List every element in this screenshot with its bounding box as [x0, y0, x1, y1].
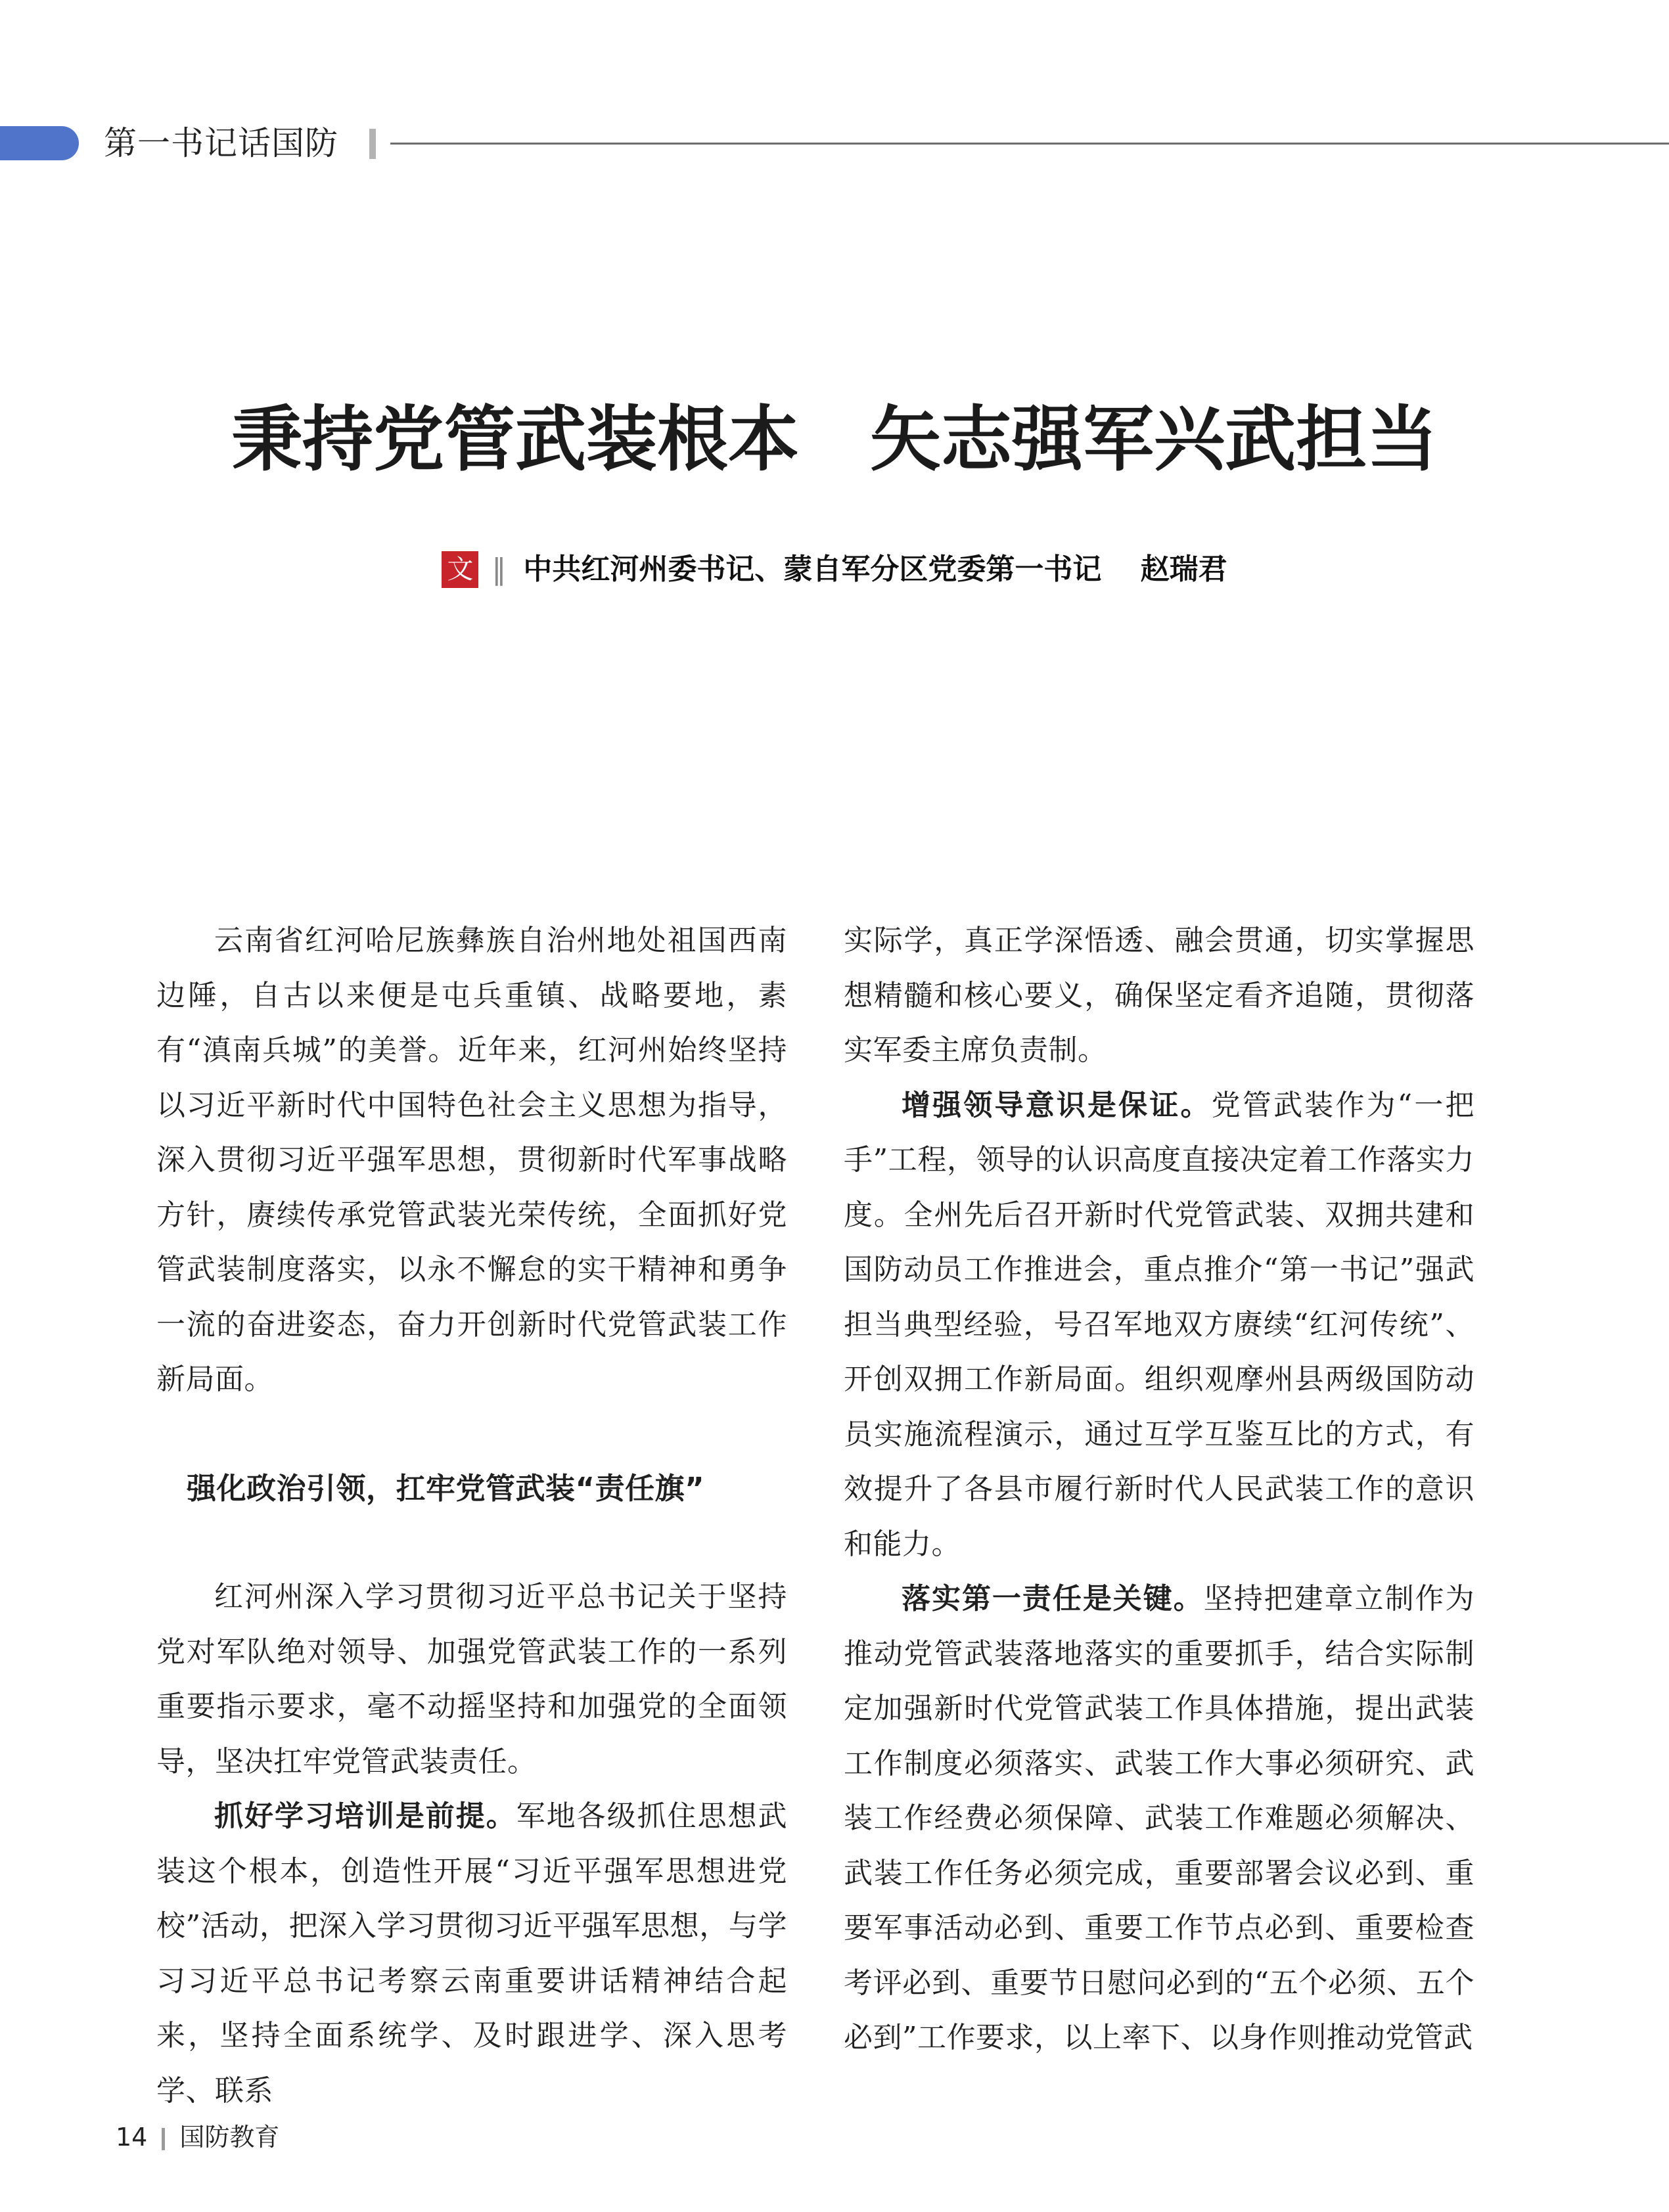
left-column	[156, 913, 787, 2118]
header-rule	[390, 143, 1669, 145]
byline-author: 中共红河州委书记、蒙自军分区党委第一书记 赵瑞君	[523, 553, 1227, 586]
article-title: 秉持党管武装根本 矢志强军兴武担当	[231, 399, 1438, 481]
page-number: 14	[116, 2123, 148, 2152]
paragraph-body: 军地各级抓住思想武装这个根本，创造性开展“习近平强军思想进党校”活动，把深入学习贯彻习近平强军思想，与学习习近平总书记考察云南重要讲话精神结合起来，坚持全面系统学、及时跟进学、深入思考学、联系	[156, 1799, 788, 2108]
body-paragraph: 实际学，真正学深悟透、融会贯通，切实掌握思想精髓和核心要义，确保坚定看齐追随，贯彻落实军委主席负责制。	[844, 924, 1475, 1067]
section-label: 第一书记话国防	[104, 124, 338, 162]
body-paragraph	[156, 1789, 787, 2118]
paragraph-lead: 抓好学习培训是前提。	[214, 1799, 516, 1833]
article-byline	[0, 549, 1669, 589]
magazine-name: 国防教育	[179, 2123, 280, 2152]
paragraph-body: 党管武装作为“一把手”工程，领导的认识高度直接决定着工作落实力度。全州先后召开新时代党管武装、双拥共建和国防动员工作推进会，重点推介“第一书记”强武担当典型经验，号召军地双方赓续“红河传统”、开创双拥工作新局面。组织观摩州县两级国防动员实施流程演示，通过互学互鉴互比的方式，有效提升了各县市履行新时代人民武装工作的意识和能力。	[844, 1088, 1475, 1561]
right-column	[844, 913, 1475, 2065]
paragraph-lead: 增强领导意识是保证。	[902, 1088, 1212, 1122]
section-tab-marker	[0, 126, 79, 160]
body-paragraph	[844, 1571, 1475, 2065]
paragraph-body: 坚持把建章立制作为推动党管武装落地落实的重要抓手，结合实际制定加强新时代党管武装工作具体措施，提出武装工作制度必须落实、武装工作大事必须研究、武装工作经费必须保障、武装工作难题必须解决、武装工作任务必须完成，重要部署会议必到、重要军事活动必到、重要工作节点必到、重要检查考评必到、重要节日慰问必到的“五个必须、五个必到”工作要求，以上率下、以身作则推动党管武	[844, 1582, 1475, 2054]
footer-divider	[162, 2128, 165, 2150]
intro-paragraph: 云南省红河哈尼族彝族自治州地处祖国西南边陲，自古以来便是屯兵重镇、战略要地，素有“滇南兵城”的美誉。近年来，红河州始终坚持以习近平新时代中国特色社会主义思想为指导，深入贯彻习近平强军思想，贯彻新时代军事战略方针，赓续传承党管武装光荣传统，全面抓好党管武装制度落实，以永不懈怠的实干精神和勇争一流的奋进姿态，奋力开创新时代党管武装工作新局面。	[156, 924, 787, 1396]
paragraph-lead: 落实第一责任是关键。	[902, 1582, 1204, 1615]
byline-separator: ‖	[492, 553, 507, 586]
section-subheading: 强化政治引领，扛牢党管武装“责任旗”	[187, 1470, 705, 1506]
body-paragraph	[844, 1078, 1475, 1572]
section-label-divider	[369, 129, 376, 159]
byline-marker: 文	[442, 551, 478, 588]
body-paragraph: 红河州深入学习贯彻习近平总书记关于坚持党对军队绝对领导、加强党管武装工作的一系列重要指示要求，毫不动摇坚持和加强党的全面领导，坚决扛牢党管武装责任。	[156, 1580, 787, 1778]
page-footer	[116, 2121, 279, 2154]
